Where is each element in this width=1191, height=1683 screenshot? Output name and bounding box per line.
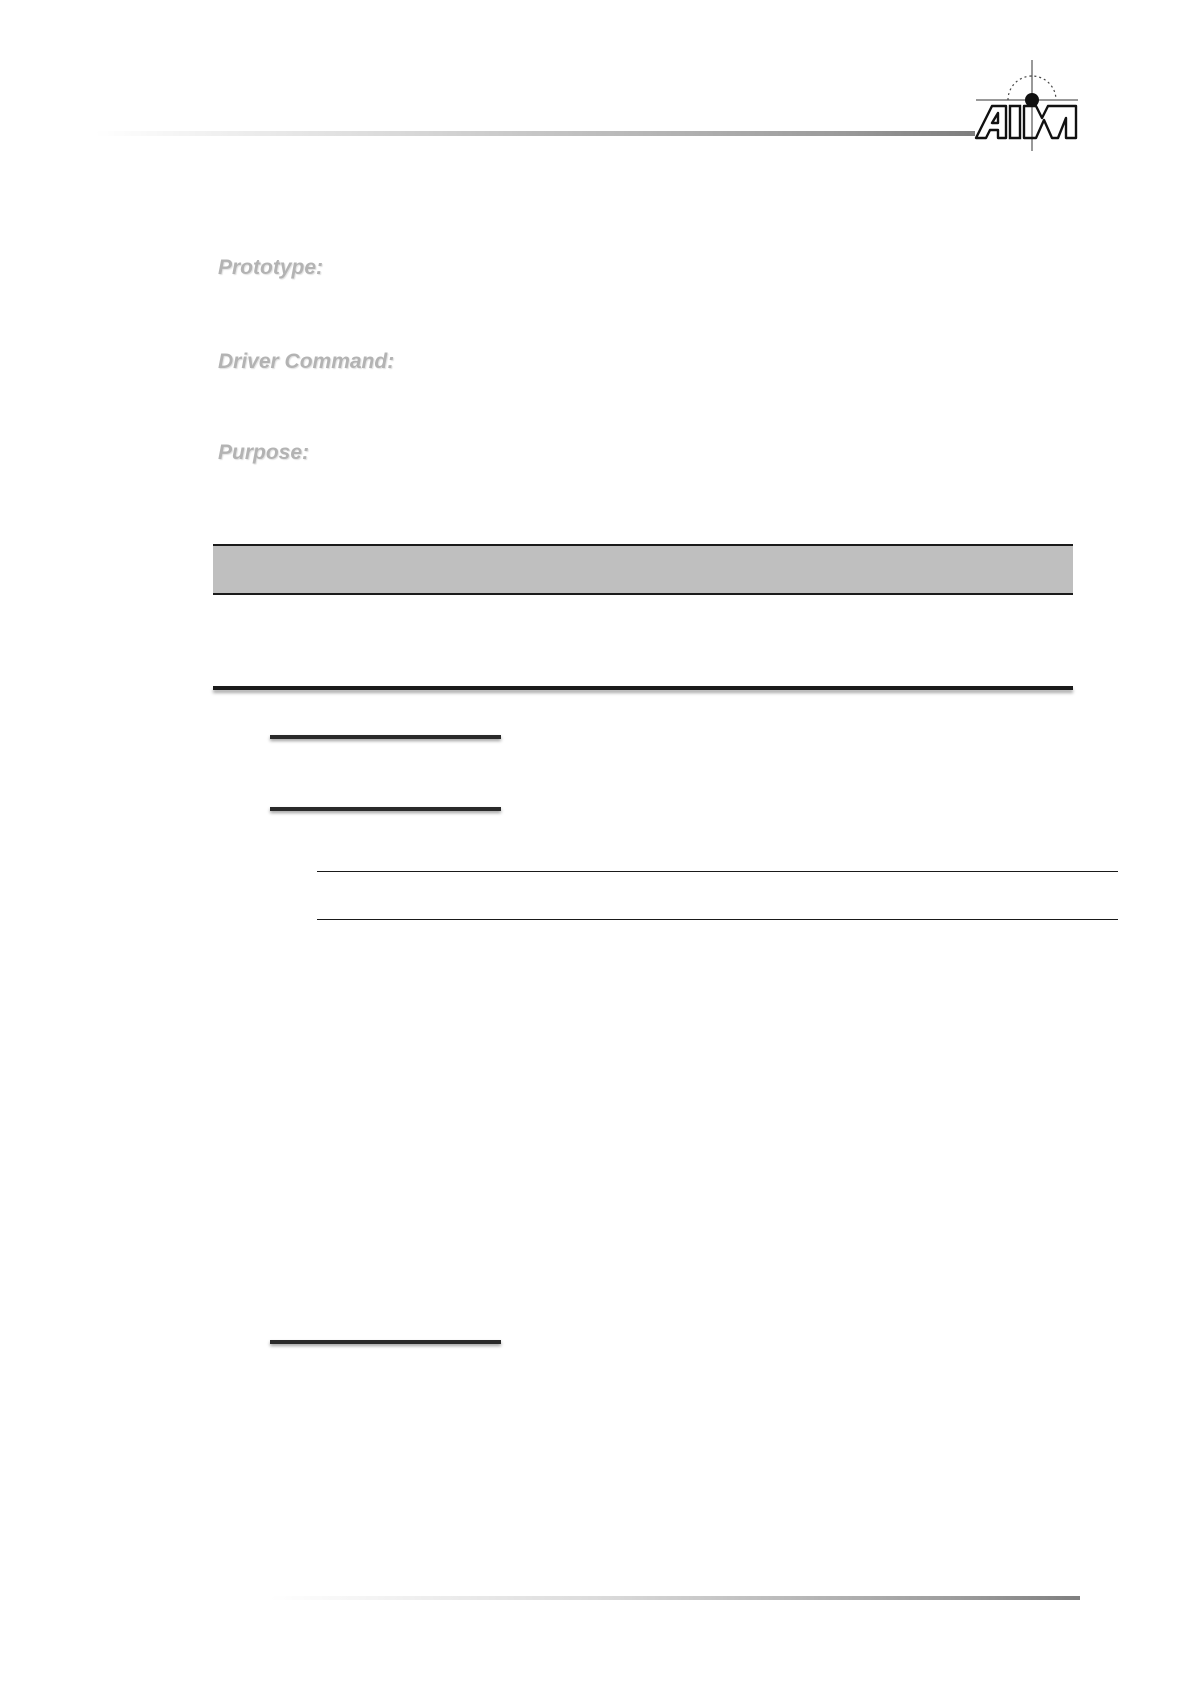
footer-rule bbox=[270, 1596, 1080, 1600]
driver-command-label: Driver Command: bbox=[218, 350, 395, 373]
purpose-label: Purpose: bbox=[218, 441, 310, 464]
structure-table bbox=[317, 871, 1118, 921]
structure-table-bottom-line bbox=[317, 919, 1118, 920]
header-rule bbox=[95, 131, 975, 136]
parameter-table-bottom-rule bbox=[213, 686, 1073, 690]
parameter-table bbox=[213, 544, 1073, 698]
structure-table-top-line bbox=[317, 871, 1118, 872]
prototype-label: Prototype: bbox=[218, 256, 323, 279]
parameter-table-header bbox=[213, 544, 1073, 595]
subsection-rule-output bbox=[270, 807, 501, 811]
aim-crosshair-logo-icon bbox=[970, 58, 1080, 153]
parameter-table-body bbox=[213, 597, 1073, 687]
subsection-rule-return bbox=[270, 1340, 501, 1344]
subsection-rule-input bbox=[270, 735, 501, 739]
